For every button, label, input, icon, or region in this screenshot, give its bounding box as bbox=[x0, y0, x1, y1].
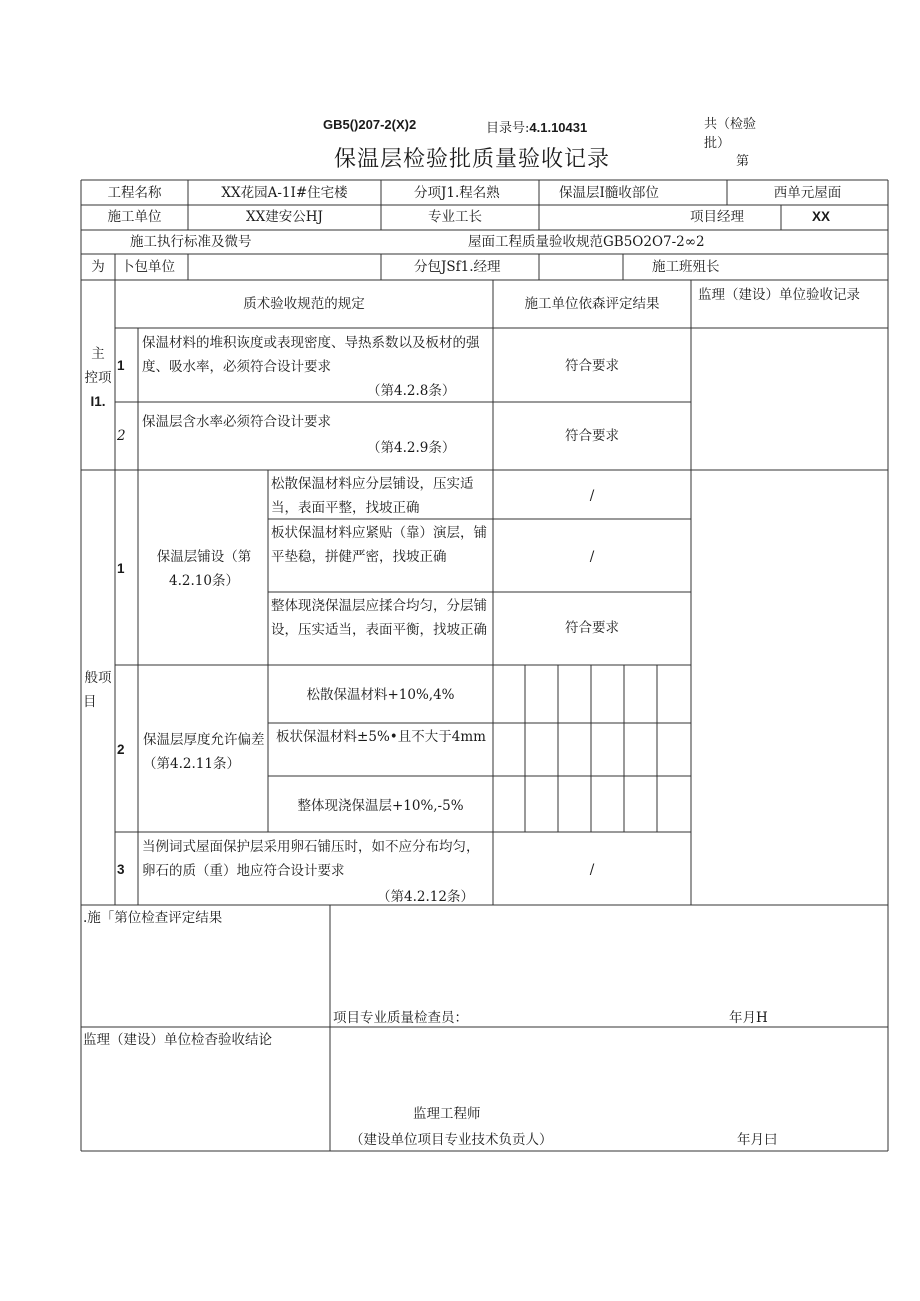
main-item-2-no: 2 bbox=[117, 428, 126, 444]
catalog-label: 目录号: bbox=[486, 121, 530, 136]
main-item-2-result: 符合要求 bbox=[565, 428, 619, 444]
subcontract-unit-label: 卜包单位 bbox=[121, 259, 175, 275]
general-item-3-no: 3 bbox=[117, 862, 125, 877]
general-item-1-sub-2-result: / bbox=[589, 549, 595, 565]
project-manager-label: 项目经理 bbox=[690, 209, 744, 225]
general-item-2-no: 2 bbox=[117, 742, 125, 757]
main-item-2-clause: （第4.2.9条） bbox=[367, 440, 456, 456]
general-item-3-result: / bbox=[589, 862, 595, 878]
main-items-label-2: 控项 bbox=[84, 370, 112, 386]
spec-column-header: 质术验收规范的规定 bbox=[243, 296, 365, 312]
project-name-label: 工程名称 bbox=[107, 185, 162, 201]
general-items-label-2: 目 bbox=[83, 694, 97, 710]
supervision-date: 年月曰 bbox=[737, 1132, 778, 1148]
general-items-label-1: 般项 bbox=[84, 670, 112, 686]
unit-check-date: 年月H bbox=[729, 1010, 768, 1026]
main-items-label-1: 主 bbox=[91, 346, 105, 362]
general-item-1-sub-3-result: 符合要求 bbox=[565, 620, 619, 636]
subcontract-mark: 为 bbox=[91, 259, 105, 275]
unit-result-column-header: 施工单位依森评定结果 bbox=[524, 296, 660, 312]
supervision-check-label: 监理（建设）单位检杳验收结论 bbox=[83, 1032, 272, 1048]
total-batches-label: 共（检验批） bbox=[704, 117, 757, 151]
foreman-label: 专业工长 bbox=[428, 209, 482, 225]
standard-code: GB5()207-2(X)2 bbox=[323, 117, 417, 132]
supervision-column-header: 监理（建设）单位验收记录 bbox=[698, 287, 860, 303]
general-item-2-sub-2-text: 板状保温材料±5%•且不大于4mm bbox=[276, 729, 486, 745]
general-item-3-clause: （第4.2.12条） bbox=[377, 889, 474, 905]
general-item-2-sub-1-text: 松散保温材料+10%,4% bbox=[306, 687, 455, 703]
project-name-value: XX花园A-1I#住宅楼 bbox=[221, 185, 348, 201]
general-item-2-sub-3-text: 整体现浇保温层+10%,-5% bbox=[297, 798, 464, 814]
standard-label: 施工执行标准及微号 bbox=[130, 234, 252, 250]
page-label: 第 bbox=[736, 154, 750, 169]
general-item-2-name: 保温层厚度允许偏差（第4.2.11条） bbox=[143, 732, 265, 772]
general-item-1-sub-1-result: / bbox=[589, 488, 595, 504]
unit-check-inspector: 项目专业质量检查员： bbox=[333, 1010, 468, 1026]
main-item-1-result: 符合要求 bbox=[565, 358, 619, 374]
project-manager-value: XX bbox=[811, 209, 830, 224]
team-leader-label: 施工班殂长 bbox=[652, 259, 720, 275]
main-items-label-3: I1. bbox=[90, 394, 106, 409]
unit-check-label: .施「第位检查评定结果 bbox=[83, 910, 223, 926]
general-item-3-text: 当例词式屋面保护层采用卵石铺压时，如不应分布均匀，卵石的质（重）地应符合设计要求 bbox=[142, 839, 480, 879]
construction-unit-value: XX建安公HJ bbox=[246, 209, 323, 225]
inspection-part-label: 保温层I髓收部位 bbox=[559, 185, 659, 201]
main-item-1-no: 1 bbox=[117, 358, 125, 373]
subproject-label: 分项J1.程名熟 bbox=[414, 185, 500, 201]
supervision-owner-rep: （建设单位项目专业技术负贡人） bbox=[350, 1132, 553, 1148]
construction-unit-label: 施工单位 bbox=[107, 209, 162, 225]
main-item-1-text: 保温材料的堆积诙度或表现密度、导热系数以及板材的强度、吸水率，必须符合设计要求 bbox=[142, 335, 480, 375]
standard-value: 屋面工程质量验收规范GB5O2O7-2∞2 bbox=[468, 234, 705, 250]
general-item-1-sub-1-text: 松散保温材料应分层铺设，压实适当，表面平整，找坡正确 bbox=[271, 476, 474, 516]
catalog-value: 4.1.10431 bbox=[529, 120, 588, 135]
supervision-engineer: 监理工程师 bbox=[413, 1106, 481, 1122]
subcontract-manager-label: 分包JSf1.经理 bbox=[414, 259, 501, 275]
inspection-part-value: 西单元屋面 bbox=[773, 185, 842, 201]
main-item-1-clause: （第4.2.8条） bbox=[367, 383, 456, 399]
main-item-2-text: 保温层含水率必须符合设计要求 bbox=[142, 414, 331, 430]
general-item-1-name: 保温层铺设（第4.2.10条） bbox=[156, 549, 252, 589]
general-item-1-no: 1 bbox=[117, 561, 125, 576]
general-item-1-sub-3-text: 整体现浇保温层应揉合均匀，分层铺设，压实适当，表面平衡，找坡正确 bbox=[271, 598, 487, 638]
page-title: 保温层检验批质量验收记录 bbox=[334, 147, 611, 172]
general-item-1-sub-2-text: 板状保温材料应紧贴（靠）演层，铺平垫稳，拼健严密，找坡正确 bbox=[271, 525, 487, 565]
